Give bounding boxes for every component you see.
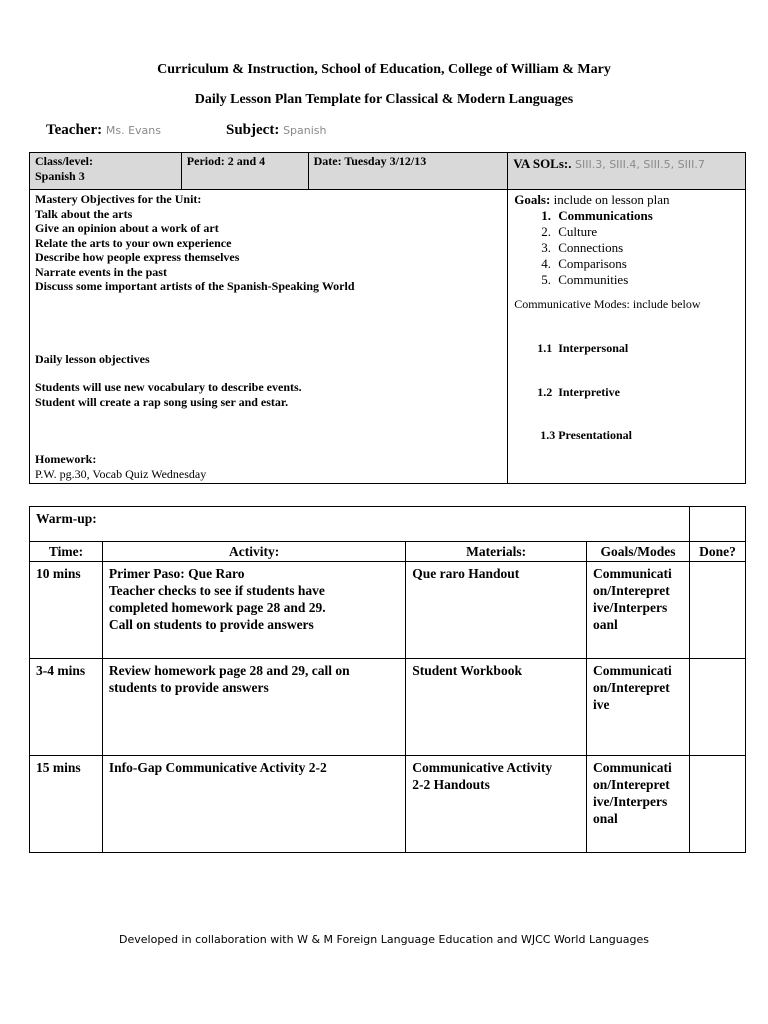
materials-cell: [406, 562, 587, 659]
activity-line: Call on students to provide answers: [108, 617, 314, 632]
mode-item: 1.1 Interpersonal: [537, 341, 629, 355]
activity-cell: [102, 659, 405, 756]
warmup-label: Warm-up:: [30, 507, 690, 542]
goals-line: Communicati: [593, 566, 672, 581]
col-done: Done?: [690, 542, 746, 562]
materials-line: Que raro Handout: [412, 566, 520, 581]
mode-item: 1.2 Interpretive: [537, 384, 620, 399]
homework-title: Homework:: [35, 452, 97, 466]
mastery-objective: Narrate events in the past: [35, 264, 167, 279]
mastery-title: Mastery Objectives for the Unit:: [35, 192, 202, 206]
daily-objective: Student will create a rap song using ser and estar.: [35, 394, 289, 409]
teacher-label: Teacher:: [46, 122, 103, 138]
class-level-label: Class/level:: [35, 154, 93, 168]
time-cell: 15 mins: [30, 756, 103, 853]
va-sols-value: SIII.3, SIII.4, SIII.5, SIII.7: [571, 158, 705, 171]
daily-objectives-title: Daily lesson objectives: [35, 351, 150, 366]
materials-line: Communicative Activity: [412, 760, 553, 775]
goals-line: Communicati: [593, 760, 672, 775]
activity-line: completed homework page 28 and 29.: [108, 600, 326, 615]
col-activity: Activity:: [102, 542, 405, 562]
mastery-objective: Talk about the arts: [35, 206, 133, 221]
activity-cell: [102, 562, 405, 659]
subject-line: [226, 122, 327, 139]
materials-line: 2-2 Handouts: [412, 777, 490, 792]
va-sols-label: VA SOLs:.: [513, 156, 572, 171]
goal-item: 4. Comparisons: [554, 256, 740, 272]
table-row: [30, 659, 746, 756]
activity-table: [29, 506, 746, 853]
goals-line: ive/Interpers: [593, 794, 668, 809]
goals-line: Communicati: [593, 663, 672, 678]
col-goals: Goals/Modes: [587, 542, 690, 562]
modes-title: Communicative Modes: include below: [514, 297, 701, 311]
activity-cell: [102, 756, 405, 853]
subject-label: Subject:: [226, 122, 280, 138]
goals-label: Goals:: [514, 192, 551, 207]
subject-value: Spanish: [283, 124, 327, 137]
goals-line: ive: [593, 697, 610, 712]
goals-line: oanl: [593, 617, 618, 632]
goals-modes-cell: [587, 756, 690, 853]
goals-cell: [508, 190, 746, 484]
class-level-cell: [30, 153, 182, 190]
goals-line: ive/Interpers: [593, 600, 668, 615]
table-row: [30, 562, 746, 659]
goals-line: on/Interepret: [593, 680, 670, 695]
mode-item: 1.3 Presentational: [537, 428, 632, 442]
goals-modes-cell: [587, 659, 690, 756]
goal-item: 1. Communications: [554, 208, 740, 224]
lesson-info-table: [29, 152, 746, 484]
done-cell[interactable]: [690, 659, 746, 756]
goals-note: include on lesson plan: [550, 192, 670, 207]
period-cell: Period: 2 and 4: [181, 153, 308, 190]
va-sols-cell: [508, 153, 746, 190]
column-header-row: [30, 542, 746, 562]
daily-objective: Students will use new vocabulary to describe events.: [35, 380, 302, 394]
goal-item: 5. Communities: [554, 272, 740, 288]
warmup-done-cell: [690, 507, 746, 542]
time-cell: 3-4 mins: [30, 659, 103, 756]
teacher-line: [46, 122, 161, 139]
warmup-row: [30, 507, 746, 542]
activity-line: Review homework page 28 and 29, call on: [108, 663, 350, 678]
table-row: [30, 756, 746, 853]
mastery-objective: Relate the arts to your own experience: [35, 235, 232, 250]
footer-text: Developed in collaboration with W & M Foreign Language Education and WJCC World Languages: [119, 933, 649, 946]
date-cell: Date: Tuesday 3/12/13: [308, 153, 508, 190]
activity-line: students to provide answers: [108, 680, 269, 695]
goals-list: [514, 208, 740, 288]
mastery-objective: Describe how people express themselves: [35, 250, 240, 264]
done-cell[interactable]: [690, 562, 746, 659]
mastery-objective: Discuss some important artists of the Spanish-Speaking World: [35, 279, 355, 293]
materials-cell: [406, 659, 587, 756]
goals-line: on/Interepret: [593, 583, 670, 598]
objectives-cell: [30, 190, 508, 484]
goals-modes-cell: [587, 562, 690, 659]
info-header-row: [30, 153, 746, 190]
info-body-row: [30, 190, 746, 484]
mastery-objective: Give an opinion about a work of art: [35, 221, 219, 235]
document-subtitle: Daily Lesson Plan Template for Classical & Modern Languages: [194, 92, 574, 107]
activity-line: Primer Paso: Que Raro: [108, 566, 245, 581]
materials-line: Student Workbook: [412, 663, 522, 678]
col-materials: Materials:: [406, 542, 587, 562]
activity-line: Info-Gap Communicative Activity 2-2: [108, 760, 327, 775]
activity-line: Teacher checks to see if students have: [108, 583, 325, 598]
goals-line: onal: [593, 811, 618, 826]
document-title: Curriculum & Instruction, School of Education, College of William & Mary: [157, 62, 611, 77]
time-cell: 10 mins: [30, 562, 103, 659]
class-level-value: Spanish 3: [35, 169, 85, 183]
teacher-value: Ms. Evans: [105, 124, 161, 137]
materials-cell: [406, 756, 587, 853]
goals-line: on/Interepret: [593, 777, 670, 792]
goal-item: 3. Connections: [554, 240, 740, 256]
homework-value: P.W. pg.30, Vocab Quiz Wednesday: [35, 466, 207, 481]
goal-item: 2. Culture: [554, 224, 740, 240]
done-cell[interactable]: [690, 756, 746, 853]
col-time: Time:: [30, 542, 103, 562]
